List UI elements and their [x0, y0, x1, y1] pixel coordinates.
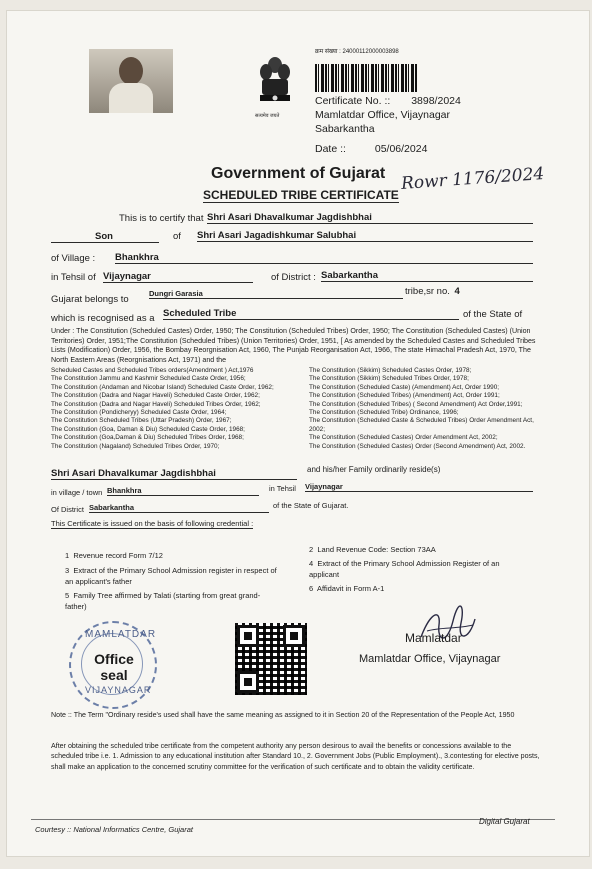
order-item: The Constitution (Scheduled Tribes) ( Second Amendment) Act Order,1991;	[309, 400, 523, 408]
credential-text: Land Revenue Code: Section 73AA	[317, 545, 436, 554]
footer-brand: Digital Gujarat	[479, 817, 530, 826]
credential-item	[309, 545, 539, 554]
residence-tehsil-label: in Tehsil	[269, 484, 296, 493]
tehsil-label: in Tehsil of	[51, 272, 96, 283]
credential-number: 4	[309, 559, 314, 568]
credential-number: 1	[65, 551, 70, 560]
qr-finder	[237, 671, 259, 693]
residence-district: Sabarkantha	[89, 503, 269, 513]
order-item: The Constitution (Dadra and Nagar Haveli) Scheduled Tribes Order, 1962;	[51, 400, 261, 408]
credential-item	[309, 559, 511, 580]
order-item: The Constitution (Goa,Daman & Diu) Scheduled Tribes Order, 1968;	[51, 434, 244, 442]
resident-name: Shri Asari Dhavalkumar Jagdishbhai	[51, 468, 297, 480]
applicant-name: Shri Asari Dhavalkumar Jagdishbhai	[207, 212, 533, 224]
residence-village-label: in village / town	[51, 488, 103, 497]
residence-district-label: Of District	[51, 505, 84, 514]
qr-code	[235, 623, 307, 695]
office-district: Sabarkantha	[315, 123, 375, 135]
order-item: Scheduled Castes and Scheduled Tribes orders(Amendment ) Act,1976	[51, 367, 254, 374]
village-label: of Village :	[51, 253, 96, 264]
footer-courtesy: Courtesy :: National Informatics Centre, Gujarat	[35, 825, 193, 834]
residence-tehsil: Vijaynagar	[305, 482, 533, 492]
credential-number: 5	[65, 591, 70, 600]
tribe-sr-number: 4	[454, 286, 460, 297]
signature-title: Mamlatdar	[405, 631, 462, 645]
district-label: of District :	[271, 272, 316, 283]
residence-state: of the State of Gujarat.	[273, 501, 349, 510]
issue-date: 05/06/2024	[374, 143, 428, 155]
serial-number: 24000112000003898	[342, 49, 399, 55]
tribe-sr-line	[405, 286, 460, 297]
parent-name: Shri Asari Jagadishkumar Salubhai	[197, 230, 533, 242]
emblem-caption: सत्यमेव जयते	[255, 113, 280, 119]
photo-head	[119, 57, 143, 85]
credential-text: Revenue record Form 7/12	[73, 551, 163, 560]
credential-text: Affidavit in Form A-1	[316, 584, 385, 593]
credential-number: 3	[65, 566, 70, 575]
handwritten-note: Rowr 1176/2024	[400, 164, 545, 194]
order-item: The Constitution (Scheduled Caste & Scheduled Tribes) Order Amendment Act, 2002;	[309, 417, 534, 433]
belongs-label: Gujarat belongs to	[51, 294, 129, 305]
credential-item	[65, 566, 279, 587]
credential-text: Extract of the Primary School Admission register in respect of an applicant's father	[65, 566, 277, 586]
instructions-text: After obtaining the scheduled tribe certificate from the competent authority any person desirous to avail the benefits or concessions available to the scheduled tribe i.e. 1. Admission to any educational institution after Standard 10., 2. Government Jobs (Public Employment)., 3.contesting for elective posts, shall make an application to the concerned scrutiny committee for the verification of such certificate and to obtain the validity certificate.	[51, 742, 540, 771]
government-title: Government of Gujarat	[211, 165, 386, 182]
certificate-number: 3898/2024	[411, 95, 461, 107]
certificate-number-line	[315, 95, 461, 107]
order-item: The Constitution (Scheduled Tribe) Ordinance, 1996;	[309, 409, 459, 417]
state-label: of the State of	[463, 309, 523, 320]
qr-finder	[237, 625, 259, 647]
credential-text: Family Tree affirmed by Talati (starting from great grand-father)	[65, 591, 261, 611]
applicant-photo	[89, 49, 173, 113]
order-item: The Constitution (Pondicheryy) Scheduled Caste Order, 1964;	[51, 409, 227, 417]
of-label: of	[173, 231, 181, 242]
barcode	[315, 64, 418, 92]
tribe-name: Dungri Garasia	[149, 289, 403, 299]
order-item: The Constitution (Scheduled Tribes) (Amendment) Act, Order 1991;	[309, 392, 500, 400]
qr-finder	[283, 625, 305, 647]
order-item: The Constitution (Sikkim) Scheduled Castes Order, 1978;	[309, 367, 472, 374]
tribe-sr-label: tribe,sr no.	[405, 286, 450, 297]
order-item: The Constitution Jammu and Kashmir Scheduled Caste Order, 1956;	[51, 375, 246, 383]
signature-office: Mamlatdar Office, Vijaynagar	[359, 653, 501, 665]
footer-divider	[31, 819, 555, 820]
order-item: The Constitution (Andaman and Nicobar Island) Scheduled Caste Order, 1962;	[51, 383, 274, 391]
photo-body	[109, 83, 153, 113]
credential-number: 2	[309, 545, 314, 554]
seal-center-text: Office seal	[94, 651, 134, 683]
certificate-title: SCHEDULED TRIBE CERTIFICATE	[203, 188, 399, 202]
seal-bottom-text: VIJAYNAGAR	[85, 685, 152, 695]
order-item: The Constitution (Nagaland) Scheduled Tribes Order, 1970;	[51, 442, 220, 450]
orders-right-list	[309, 367, 547, 451]
order-item: The Constitution (Scheduled Castes) Order Amendment Act, 2002;	[309, 434, 498, 442]
certificate-page	[6, 10, 590, 857]
basis-label: This Certificate is issued on the basis of following credential :	[51, 519, 254, 528]
recognised-as: Scheduled Tribe	[163, 308, 459, 320]
order-item: The Constitution (Scheduled Castes) Order (Second Amendment) Act, 2002.	[309, 442, 526, 450]
orders-left-list	[51, 367, 283, 451]
credential-item	[65, 591, 279, 612]
family-label: and his/her Family ordinarily reside(s)	[307, 465, 441, 474]
residence-village: Bhankhra	[107, 486, 259, 496]
credential-text: Extract of the Primary School Admission Register of an applicant	[309, 559, 500, 579]
serial-label: क्रम संख्या :	[315, 49, 341, 55]
village-value: Bhankhra	[115, 252, 533, 264]
office-name: Mamlatdar Office, Vijaynagar	[315, 109, 451, 121]
note-text: Note :: The Term "Ordinary reside's used shall have the same meaning as assigned to it in Section 20 of the Representation of the People Act, 1950	[51, 711, 515, 719]
tehsil-value: Vijaynagar	[103, 271, 253, 283]
relation: Son	[51, 231, 159, 243]
certificate-number-label: Certificate No. ::	[315, 95, 391, 107]
under-text: Under : The Constitution (Scheduled Castes) Order, 1950; The Constitution (Scheduled Tribes) Order, 1950; The Constitution (Scheduled Castes) (Union Territories) Order, 1951;The Constitution (Scheduled Tribes) (Union Territories) Order, 1951, [ As amended by the Scheduled Castes and Scheduled Tribes Lists (Modification) Order, 1956, the Bombay Reorgnisation Act, 1960, The Punjab Reorganisation Act, 1966, The state Himachal Pradesh Act, 1970, The North Eastern Areas (Reorgnisations Act, 1971) and the	[51, 327, 536, 364]
order-item: The Constitution (Dadra and Nagar Haveli) Scheduled Caste Order, 1962;	[51, 392, 260, 400]
certify-label: This is to certify that	[119, 213, 204, 224]
order-item: The Constitution (Sikkim) Scheduled Tribes Order, 1978;	[309, 375, 469, 383]
credential-item	[65, 551, 277, 560]
date-line	[315, 143, 427, 155]
seal-top-text: MAMLATDAR	[85, 629, 157, 640]
credential-item	[309, 584, 509, 593]
order-item: The Constitution Scheduled Tribes (Uttar Pradesh) Order, 1967;	[51, 417, 232, 425]
date-label: Date ::	[315, 143, 346, 155]
recognised-label: which is recognised as a	[51, 313, 155, 324]
credential-number: 6	[309, 584, 314, 593]
serial-number-line	[315, 47, 399, 55]
district-value: Sabarkantha	[321, 270, 533, 282]
order-item: The Constitution (Goa, Daman & Diu) Scheduled Caste Order, 1968;	[51, 425, 245, 433]
order-item: The Constitution (Scheduled Caste) (Amendment) Act, Order 1990;	[309, 383, 500, 391]
office-seal	[69, 621, 157, 709]
